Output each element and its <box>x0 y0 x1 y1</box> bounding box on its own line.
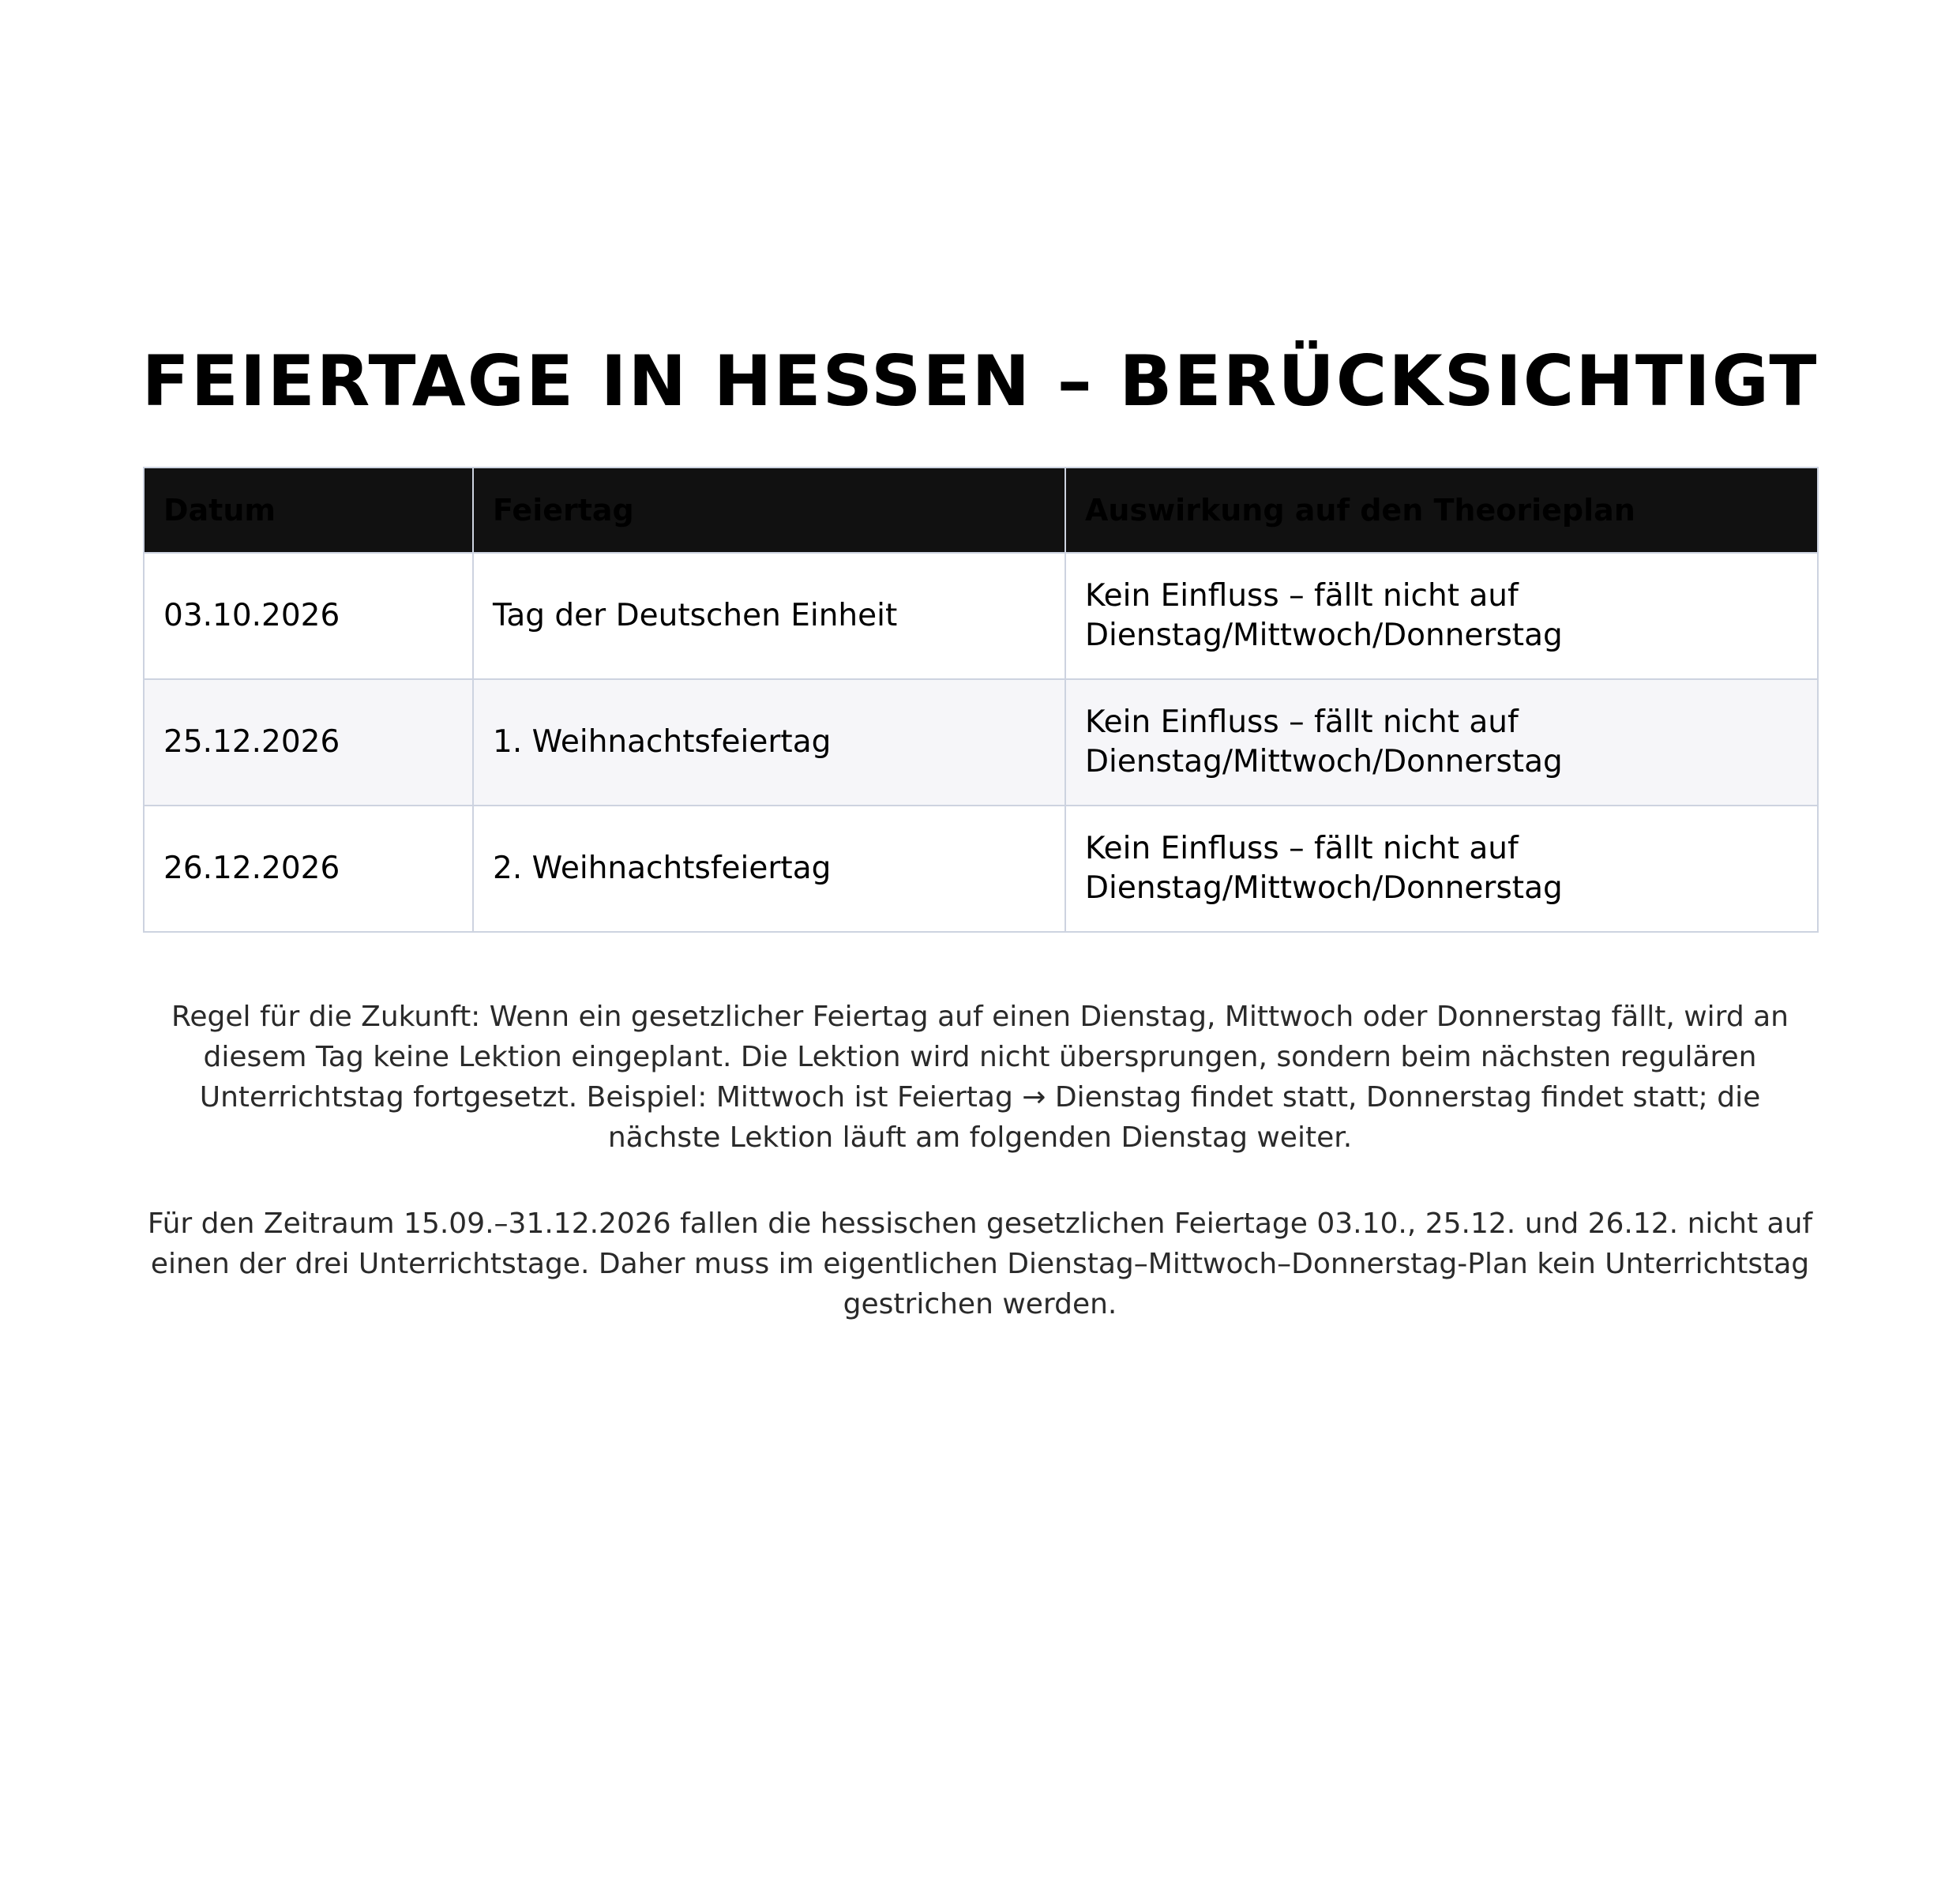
table-header-row <box>144 468 1818 553</box>
date-cell: 03.10.2026 <box>144 553 473 679</box>
column-header-datum: Datum <box>144 468 473 553</box>
table-row <box>144 679 1818 806</box>
impact-cell: Kein Einfluss – fällt nicht auf Dienstag/Mittwoch/Donnerstag <box>1065 679 1818 806</box>
holiday-cell: Tag der Deutschen Einheit <box>473 553 1065 679</box>
table-row <box>144 806 1818 932</box>
rule-note: Regel für die Zukunft: Wenn ein gesetzlicher Feiertag auf einen Dienstag, Mittwoch oder Donnerstag fällt, wird an diesem Tag keine Lektion eingeplant. Die Lektion wird nicht übersprungen, sondern beim nächsten regulären Unterrichtstag fortgesetzt. Beispiel: Mittwoch ist Feiertag → Dienstag findet statt, Donnerstag findet statt; die nächste Lektion läuft am folgenden Dienstag weiter. <box>171 1001 1789 1154</box>
period-note: Für den Zeitraum 15.09.–31.12.2026 fallen die hessischen gesetzlichen Feiertage 03.10., 25.12. und 26.12. nicht auf einen der drei Unterrichtstage. Daher muss im eigentlichen Dienstag–Mittwoch–Donnerstag-Plan kein Unterrichtstag gestrichen werden. <box>147 1208 1813 1320</box>
column-header-feiertag: Feiertag <box>473 468 1065 553</box>
page-title: FEIERTAGE IN HESSEN – BERÜCKSICHTIGT <box>141 340 1819 422</box>
impact-cell: Kein Einfluss – fällt nicht auf Dienstag/Mittwoch/Donnerstag <box>1065 553 1818 679</box>
holiday-table <box>143 467 1819 933</box>
holiday-cell: 2. Weihnachtsfeiertag <box>473 806 1065 932</box>
table-row <box>144 553 1818 679</box>
impact-cell: Kein Einfluss – fällt nicht auf Dienstag/Mittwoch/Donnerstag <box>1065 806 1818 932</box>
date-cell: 26.12.2026 <box>144 806 473 932</box>
column-header-auswirkung: Auswirkung auf den Theorieplan <box>1065 468 1818 553</box>
date-cell: 25.12.2026 <box>144 679 473 806</box>
holiday-cell: 1. Weihnachtsfeiertag <box>473 679 1065 806</box>
